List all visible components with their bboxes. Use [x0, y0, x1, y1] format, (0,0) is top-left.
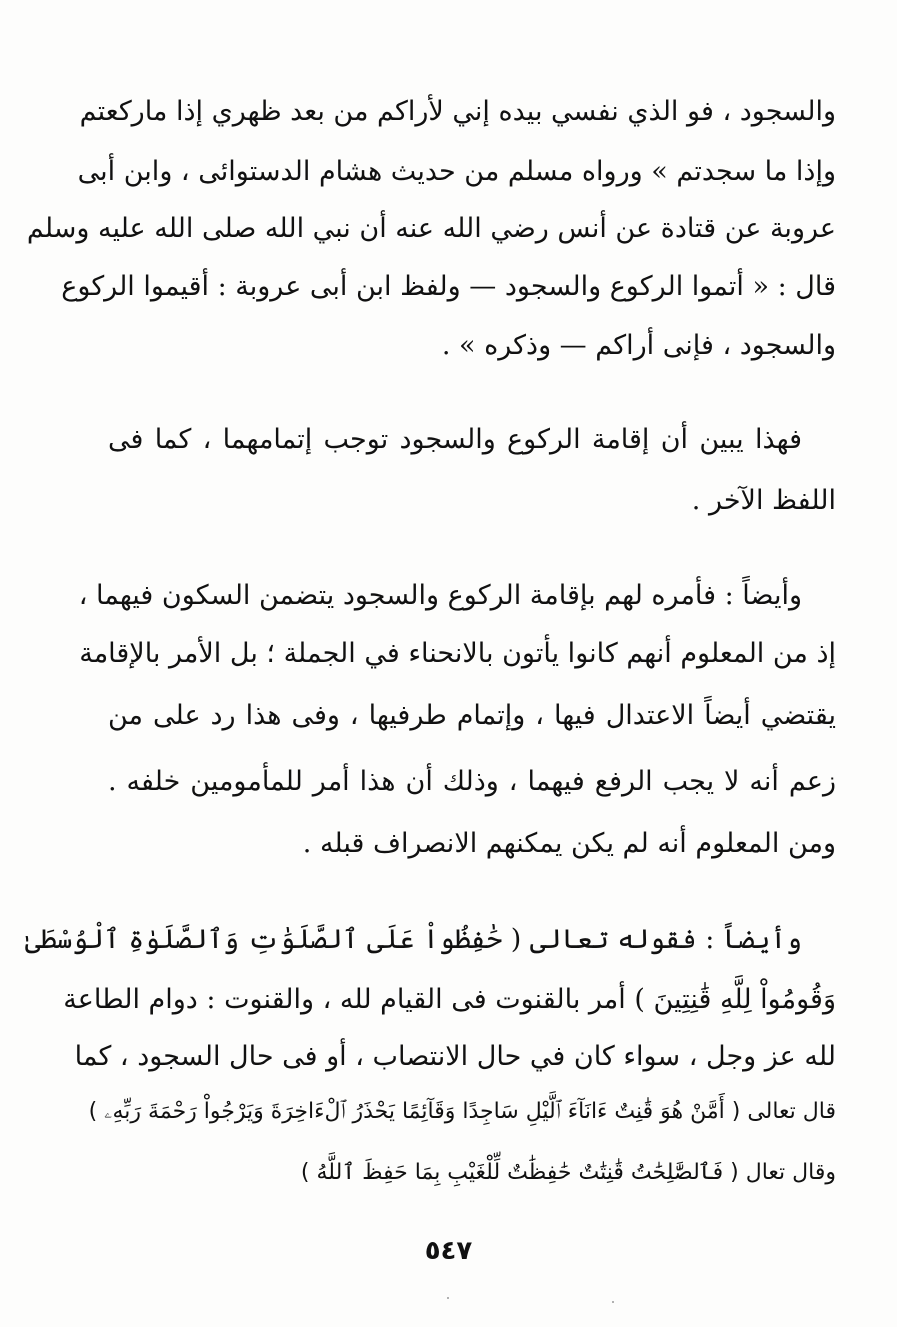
text-line: يقتضي أيضاً الاعتدال فيها ، وإتمام طرفيها ، وفى هذا رد على من [108, 700, 836, 731]
text-line-with-verse: قال تعالى ( أَمَّنْ هُوَ قَٰنِتٌ ءَانَآءَ ٱلَّيْلِ سَاجِدًا وَقَآئِمًا يَحْذَرُ ٱلْءَاخِرَةَ وَيَرْجُواْ رَحْمَةَ رَبِّهِۦ ) [88, 1099, 836, 1124]
text-line: والسجود ، فو الذي نفسي بيده إني لأراكم من بعد ظهري إذا ماركعتم [79, 96, 836, 127]
text-line: عروبة عن قتادة عن أنس رضي الله عنه أن نبي الله صلى الله عليه وسلم [26, 213, 836, 244]
text-line: لله عز وجل ، سواء كان في حال الانتصاب ، أو فى حال السجود ، كما [74, 1041, 836, 1072]
text-line: زعم أنه لا يجب الرفع فيهما ، وذلك أن هذا أمر للمأمومين خلفه . [108, 766, 836, 797]
text-line-with-verse: وأيضاً : فقوله تعالى ( حَٰفِظُواْ عَلَى ٱلصَّلَوَٰتِ وَٱلصَّلَوٰةِ ٱلْوُسْطَىٰ [24, 924, 802, 955]
text-line: ومن المعلوم أنه لم يكن يمكنهم الانصراف قبله . [302, 828, 836, 859]
scan-speck [447, 1297, 449, 1299]
text-line-with-verse: وقال تعال ( فَٱلصَّٰلِحَٰتُ قَٰنِتَٰتٌ حَٰفِظَٰتٌ لِّلْغَيْبِ بِمَا حَفِظَ ٱللَّهُ ) [300, 1160, 836, 1185]
text-line-with-verse: وَقُومُواْ لِلَّهِ قَٰنِتِينَ ) أمر بالقنوت فى القيام لله ، والقنوت : دوام الطاعة [63, 984, 836, 1015]
text-line: اللفظ الآخر . [691, 485, 836, 516]
page-number: ٥٤٧ [424, 1236, 473, 1266]
text-line: والسجود ، فإنى أراكم — وذكره » . [441, 330, 836, 361]
scan-speck [612, 1301, 614, 1303]
text-line: قال : « أتموا الركوع والسجود — ولفظ ابن أبى عروبة : أقيموا الركوع [61, 271, 836, 302]
text-line: وأيضاً : فأمره لهم بإقامة الركوع والسجود يتضمن السكون فيهما ، [78, 580, 802, 611]
text-line: إذ من المعلوم أنهم كانوا يأتون بالانحناء في الجملة ؛ بل الأمر بالإقامة [79, 638, 836, 669]
text-line: وإذا ما سجدتم » ورواه مسلم من حديث هشام الدستوائى ، وابن أبى [77, 156, 836, 187]
text-line: فهذا يبين أن إقامة الركوع والسجود توجب إتمامهما ، كما فى [108, 424, 802, 455]
